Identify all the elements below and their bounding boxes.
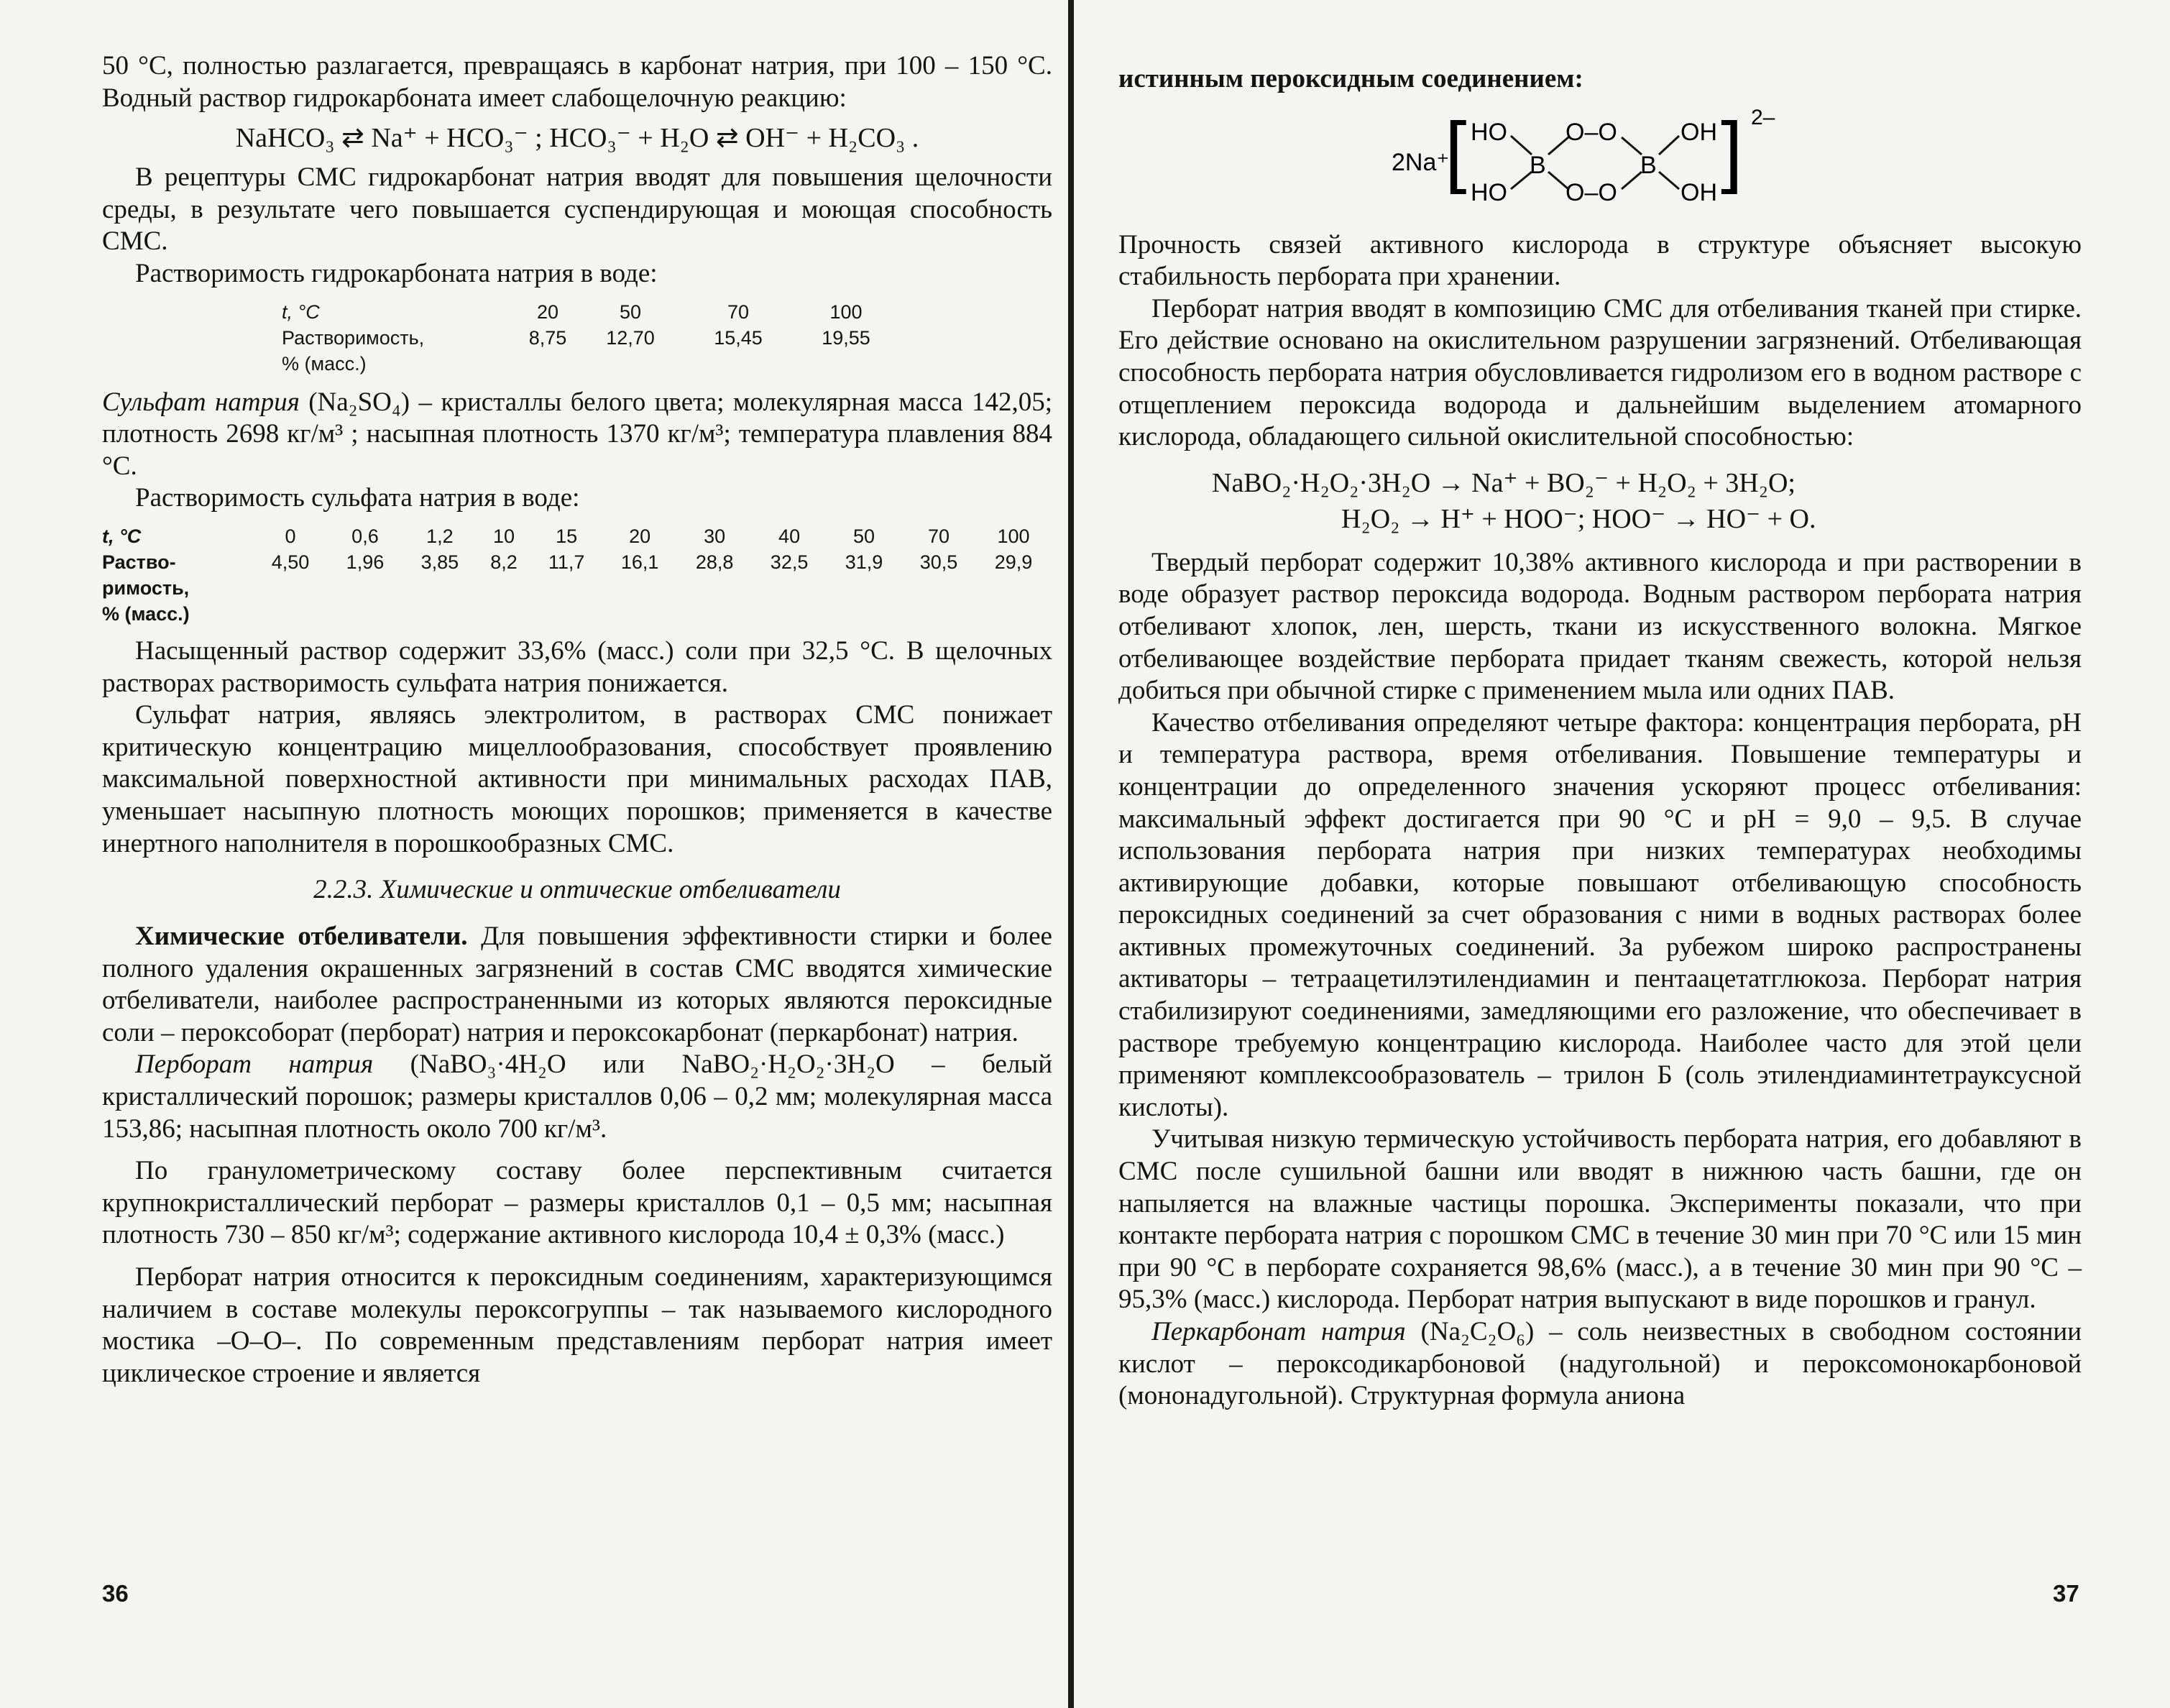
paragraph: Насыщенный раствор содержит 33,6% (масс.) соли при 32,5 °С. В щелочных растворах растворимость сульфата натрия понижается. — [102, 635, 1052, 698]
bond-line — [1659, 136, 1679, 155]
right-bracket: ] — [1721, 106, 1743, 195]
table-cell: 3,85 — [420, 551, 459, 573]
page-number: 36 — [102, 1580, 129, 1607]
table-cell: 4,50 — [271, 551, 310, 573]
oh-bottom-label: OH — [1681, 178, 1717, 206]
paragraph: Учитывая низкую термическую устойчивость пербората натрия, его добавляют в СМС после сушильной башни или вводят в нижнюю часть башни, где он напыляется на влажные частицы порошка. Эксперименты показали, что при контакте пербората натрия с порошком СМС в течение 30 мин при 70 °С или 15 мин при 90 °С в перборате сохраняется 98,6% (масс.), а в течение 30 мин при 90 °С – 95,3% (масс.) кислорода. Перборат натрия выпускают в виде порошков и гранул. — [1118, 1124, 2082, 1315]
table-header: t, °С — [282, 300, 320, 323]
table-cell: 100 — [997, 525, 1030, 547]
table-cell: 1,96 — [346, 551, 385, 573]
table-cell: 70 — [927, 525, 950, 547]
page-number: 37 — [2053, 1580, 2079, 1607]
table-cell: 15 — [556, 525, 578, 547]
table-cell: 28,8 — [695, 551, 734, 573]
section-heading: 2.2.3. Химические и оптические отбеливатели — [313, 875, 841, 905]
ho-top-label: HO — [1471, 118, 1507, 146]
table-header: % (масс.) — [282, 352, 367, 375]
peroxo-bottom-label: O–O — [1566, 178, 1617, 206]
charge-label: 2– — [1751, 105, 1775, 129]
table-cell: 29,9 — [994, 551, 1033, 573]
table-cell: 20 — [629, 525, 651, 547]
paragraph: Перборат натрия вводят в композицию СМС для отбеливания тканей при стирке. Его действие основано на окислительном разрушении загрязнений. Отбеливающая способность пербората натрия обусловливается гидролизом его в водном растворе с отщеплением пероксида водорода и дальнейшим выделением атомарного кислорода, обладающего сильной окислительной способностью: — [1118, 293, 2082, 452]
table-header: Растворимость, — [282, 326, 425, 349]
paragraph: Сульфат натрия, являясь электролитом, в растворах СМС понижает критическую концентрацию мицеллообразования, способствует проявлению максимальной поверхностной активности при минимальных расходах ПАВ, уменьшает насыпную плотность моющих порошков; применяется в качестве инертного наполнителя в порошкообразных СМС. — [102, 700, 1052, 858]
paragraph: (NaBO₃·4H₂O или NaBO₂·H₂O₂·3H₂O – белый кристаллический порошок; размеры кристаллов 0,06 – 0,2 мм; молекулярная масса 153,86; насыпная плотность около 700 кг/м³. — [102, 1050, 1052, 1144]
table-cell: 0 — [285, 525, 296, 547]
table-cell: 8,2 — [490, 551, 518, 573]
table-cell: 40 — [778, 525, 801, 547]
table-cell: 15,45 — [714, 326, 763, 349]
boron-left-label: B — [1530, 151, 1546, 179]
table-cell: 1,2 — [426, 525, 454, 547]
left-page — [0, 0, 1071, 1708]
bond-line — [1511, 136, 1532, 155]
term: Химические отбеливатели. — [135, 922, 468, 952]
formula: NaHCO₃ ⇄ Na⁺ + HCO₃⁻ ; HCO₃⁻ + H₂O ⇄ OH⁻ + H₂CO₃ . — [235, 123, 919, 154]
table-cell: 16,1 — [620, 551, 659, 573]
paragraph: Для повышения эффективности стирки и более полного удаления окрашенных загрязнений в состав СМС вводятся химические отбеливатели, наиболее распространенными из которых являются пероксидные соли – пероксоборат (перборат) натрия и пероксокарбонат (перкарбонат) натрия. — [102, 922, 1052, 1047]
boron-right-label: B — [1640, 151, 1657, 179]
solubility-table-bicarbonate — [282, 299, 900, 377]
right-text-column — [1118, 63, 2082, 1413]
term: Перкарбонат натрия — [1151, 1317, 1406, 1346]
formula: H₂O₂ → H⁺ + HOO⁻; HOO⁻ → HO⁻ + O. — [1341, 503, 1816, 534]
term: Сульфат натрия — [102, 387, 300, 417]
bond-line — [1622, 137, 1642, 155]
table-cell: 30,5 — [919, 551, 958, 573]
paragraph: (Na₂SO₄) – кристаллы белого цвета; молекулярная масса 142,05; плотность 2698 кг/м³ ; насыпная плотность 1370 кг/м³; температура плавления 884 °С. — [102, 387, 1052, 481]
table-cell: 32,5 — [770, 551, 809, 573]
paragraph: В рецептуры СМС гидрокарбонат натрия вводят для повышения щелочности среды, в результате чего повышается суспендирующая и моющая способность СМС. — [102, 162, 1052, 257]
table-cell: 50 — [619, 300, 642, 323]
paragraph: Качество отбеливания определяют четыре фактора: концентрация пербората, pH и температура раствора, время отбеливания. Повышение температуры и концентрации до определенного значения ускоряют процесс отбеливания: максимальный эффект достигается при 90 °С и pH = 9,0 – 9,5. В случае использования пербората натрия при низких температурах необходимы активирующие добавки, которые повышают отбеливающую способность пероксидных соединений за счет образования с ними в водных растворах более активных промежуточных соединений. За рубежом широко распространены активаторы – тетраацетилэтилендиамин и пентаацетатглюкоза. Перборат натрия стабилизируют соединениями, замедляющими его разложение, что обеспечивает в растворе требуемую концентрацию кислорода. Наиболее часто для этой цели применяют комплексообразователь – трилон Б (соль этилендиаминтетрауксусной кислоты). — [1118, 707, 2082, 1122]
left-bracket: [ — [1445, 106, 1467, 195]
table-header: t, °С — [102, 525, 142, 547]
table-cell: 12,70 — [606, 326, 655, 349]
left-text-column — [102, 50, 1052, 1390]
paragraph: Перборат натрия относится к пероксидным соединениям, характеризующимся наличием в составе молекулы пероксогруппы – так называемого кислородного мостика –O–O–. По современным представлениям перборат натрия имеет циклическое строение и является — [102, 1262, 1052, 1388]
structure-diagram — [1118, 98, 2082, 221]
table-cell: 19,55 — [822, 326, 870, 349]
paragraph: Растворимость гидрокарбоната натрия в воде: — [135, 258, 658, 288]
table-cell: 20 — [536, 300, 559, 323]
table-cell: 70 — [727, 300, 750, 323]
paragraph: истинным пероксидным соединением: — [1118, 64, 1583, 93]
table-cell: 31,9 — [845, 551, 883, 573]
table-cell: 50 — [853, 525, 875, 547]
cation-label: 2Na⁺ — [1392, 148, 1450, 176]
table-cell: 8,75 — [528, 326, 567, 349]
paragraph: Прочность связей активного кислорода в структуре объясняет высокую стабильность пербората при хранении. — [1118, 229, 2082, 292]
paragraph: По гранулометрическому составу более перспективным считается крупнокристаллический перборат – размеры кристаллов 0,1 – 0,5 мм; насыпная плотность 730 – 850 кг/м³; содержание активного кислорода 10,4 ± 0,3% (масс.) — [102, 1156, 1052, 1250]
solubility-table-sulfate — [102, 523, 1051, 627]
table-header: Раство- — [102, 551, 176, 573]
table-cell: 100 — [829, 300, 863, 323]
right-page — [1078, 0, 2170, 1708]
paragraph: (Na₂C₂O₆) – соль неизвестных в свободном состоянии кислот – пероксодикарбоновой (надугольной) и пероксомонокарбоновой (мононадугольной). Структурная формула аниона — [1118, 1317, 2082, 1411]
table-header: римость, — [102, 577, 190, 599]
bond-line — [1622, 172, 1642, 189]
paragraph: 50 °С, полностью разлагается, превращаясь в карбонат натрия, при 100 – 150 °С. Водный раствор гидрокарбоната имеет слабощелочную реакцию: — [102, 51, 1052, 113]
table-cell: 0,6 — [351, 525, 379, 547]
table-header: % (масс.) — [102, 602, 190, 625]
perborate-structure — [1118, 98, 2082, 221]
oh-top-label: OH — [1681, 118, 1717, 146]
table-cell: 10 — [493, 525, 515, 547]
term: Перборат натрия — [135, 1050, 374, 1080]
bond-line — [1511, 172, 1532, 189]
formula: NaBO₂·H₂O₂·3H₂O → Na⁺ + BO₂⁻ + H₂O₂ + 3H₂O; — [1212, 467, 1796, 498]
paragraph: Твердый перборат содержит 10,38% активного кислорода и при растворении в воде образует раствор пероксида водорода. Водным раствором пербората натрия отбеливают хлопок, лен, шерсть, ткани из искусственного волокна. Мягкое отбеливающее воздействие пербората придает тканям свежесть, которой нельзя добиться при обычной стирке с применением мыла или одних ПАВ. — [1118, 547, 2082, 706]
paragraph: Растворимость сульфата натрия в воде: — [135, 483, 580, 513]
peroxo-top-label: O–O — [1566, 118, 1617, 146]
bond-line — [1659, 172, 1679, 189]
table-cell: 11,7 — [548, 551, 585, 573]
ho-bottom-label: HO — [1471, 178, 1507, 206]
table-cell: 30 — [704, 525, 726, 547]
